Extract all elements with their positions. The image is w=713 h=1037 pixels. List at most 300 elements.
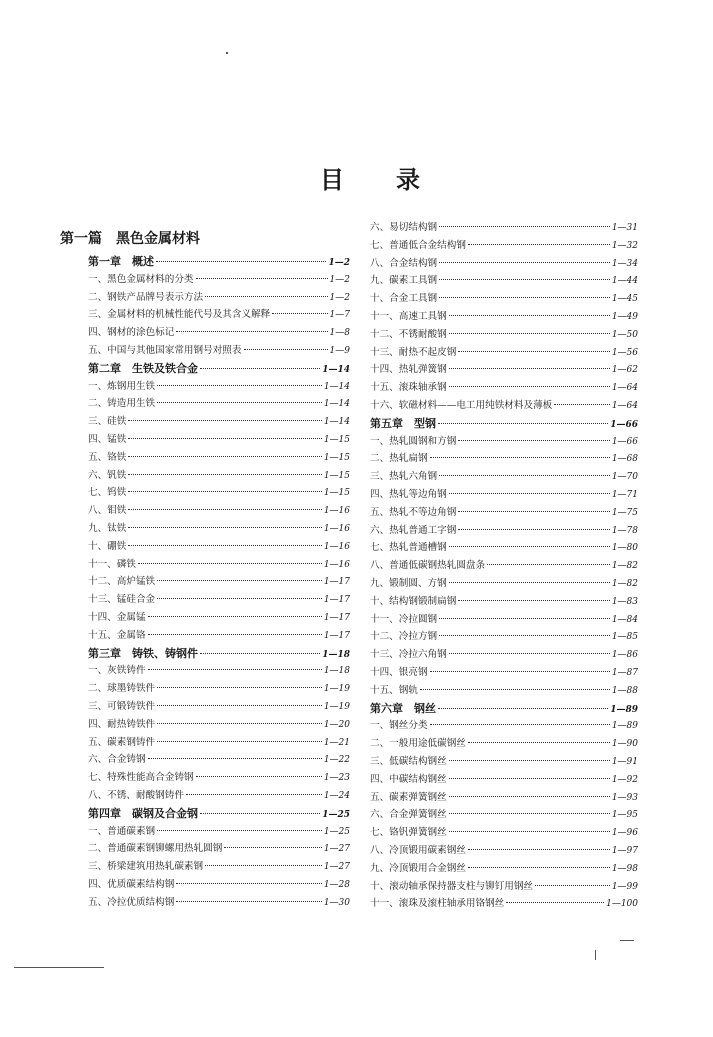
toc-leader-dots <box>458 440 609 441</box>
toc-section-entry <box>88 665 350 677</box>
toc-section-entry <box>88 754 350 766</box>
toc-section-entry <box>370 436 638 448</box>
toc-page-number: 1—87 <box>611 668 638 678</box>
toc-entry-label: 七、铬钒弹簧钢丝 <box>370 827 447 839</box>
toc-page-number: 1—70 <box>611 472 638 483</box>
toc-section-entry <box>370 507 638 519</box>
toc-leader-dots <box>439 618 610 619</box>
toc-entry-label: 九、钛铁 <box>88 523 127 534</box>
toc-page-number: 1—15 <box>323 435 350 445</box>
toc-section-entry <box>88 879 350 891</box>
toc-page-number: 1—17 <box>323 595 350 606</box>
toc-entry-label: 二、普通碳素钢铆螺用热轧圆钢 <box>88 843 223 855</box>
toc-section-entry <box>88 416 350 428</box>
toc-leader-dots <box>449 493 610 494</box>
toc-page-number: 1—62 <box>611 365 638 376</box>
toc-section-entry <box>88 737 350 749</box>
toc-page-number: 1—99 <box>611 881 638 892</box>
toc-entry-label: 六、易切结构钢 <box>370 222 438 233</box>
toc-leader-dots <box>535 885 610 886</box>
toc-page-number: 1—50 <box>611 329 638 340</box>
toc-section-entry <box>370 649 638 661</box>
toc-entry-label: 十六、软磁材料——电工用纯铁材料及薄板 <box>370 400 553 411</box>
toc-page-number: 1—34 <box>611 258 638 269</box>
toc-section-entry <box>88 861 350 873</box>
toc-page-number: 1—82 <box>611 579 638 589</box>
toc-leader-dots <box>205 865 322 866</box>
toc-page-number: 1—8 <box>329 328 350 339</box>
toc-section-entry <box>88 772 350 784</box>
toc-entry-label: 三、硅铁 <box>88 416 127 428</box>
toc-page-number: 1—31 <box>611 223 638 233</box>
toc-entry-label: 十五、滚珠轴承钢 <box>370 382 447 394</box>
toc-leader-dots <box>200 813 320 814</box>
toc-leader-dots <box>176 901 321 902</box>
toc-page-number: 1—91 <box>611 757 638 767</box>
toc-leader-dots <box>244 349 328 350</box>
toc-page-number: 1—85 <box>611 632 638 643</box>
toc-entry-label: 五、铬铁 <box>88 451 127 463</box>
toc-section-entry <box>370 863 638 875</box>
toc-page-number: 1—16 <box>323 506 350 517</box>
toc-entry-label: 十一、滚珠及滚柱轴承用铬钢丝 <box>370 898 505 910</box>
toc-section-entry <box>88 719 350 731</box>
toc-entry-label: 二、铸造用生铁 <box>88 398 156 410</box>
toc-leader-dots <box>157 687 322 688</box>
toc-page-number: 1—2 <box>329 274 350 285</box>
toc-page-number: 1—93 <box>611 792 638 803</box>
toc-leader-dots <box>438 423 608 424</box>
toc-entry-label: 八、钼铁 <box>88 505 127 517</box>
toc-leader-dots <box>438 708 608 709</box>
toc-leader-dots <box>449 831 610 832</box>
toc-entry-label: 五、中国与其他国家常用钢号对照表 <box>88 345 242 356</box>
toc-chapter-entry <box>88 808 350 821</box>
toc-leader-dots <box>487 564 610 565</box>
toc-page-number: 1—14 <box>323 381 350 392</box>
toc-page-number: 1—17 <box>323 577 350 588</box>
toc-entry-label: 七、普通低合金结构钢 <box>370 239 466 251</box>
toc-section-entry <box>370 614 638 626</box>
toc-entry-label: 十一、高速工具钢 <box>370 311 447 322</box>
toc-page-number: 1—45 <box>611 294 638 305</box>
toc-page-number: 1—27 <box>323 844 350 855</box>
toc-section-entry <box>370 578 638 590</box>
toc-section-entry <box>88 576 350 588</box>
toc-entry-label: 十五、钢轨 <box>370 684 418 696</box>
toc-page-number: 1—19 <box>323 702 350 712</box>
toc-entry-label: 十二、高炉锰铁 <box>88 576 156 588</box>
toc-entry-label: 八、不锈、耐酸钢铸件 <box>88 790 184 801</box>
toc-entry-label: 四、钢材的涂色标记 <box>88 327 175 339</box>
toc-section-entry <box>370 845 638 857</box>
toc-section-entry <box>88 683 350 695</box>
toc-leader-dots <box>506 902 604 903</box>
toc-page-number: 1—95 <box>611 810 638 821</box>
toc-leader-dots <box>128 474 321 475</box>
toc-section-entry <box>370 720 638 732</box>
toc-page-number: 1—49 <box>611 312 638 322</box>
toc-section-entry <box>370 275 638 287</box>
toc-section-entry <box>370 809 638 821</box>
toc-section-entry <box>88 434 350 446</box>
toc-page-number: 1—19 <box>323 684 350 695</box>
toc-entry-label: 三、桥梁建筑用热轧碳素钢 <box>88 861 204 873</box>
toc-page-number: 1—82 <box>611 561 638 572</box>
toc-section-entry <box>88 523 350 535</box>
toc-entry-label: 十一、磷铁 <box>88 558 136 570</box>
scan-mark <box>226 52 228 54</box>
toc-entry-label: 第三章 铸铁、铸钢件 <box>88 646 198 660</box>
toc-leader-dots <box>200 653 320 654</box>
toc-page-number: 1—75 <box>611 507 638 518</box>
toc-section-entry <box>370 685 638 697</box>
toc-leader-dots <box>439 279 610 280</box>
toc-leader-dots <box>200 368 320 369</box>
toc-section-entry <box>370 382 638 394</box>
toc-page-number: 1—90 <box>611 739 638 750</box>
toc-page-number: 1—25 <box>322 809 350 820</box>
toc-page-number: 1—66 <box>611 436 638 447</box>
toc-page-number: 1—97 <box>611 846 638 856</box>
toc-leader-dots <box>439 475 610 476</box>
toc-section-entry <box>88 398 350 410</box>
toc-page-number: 1—15 <box>323 470 350 481</box>
toc-leader-dots <box>128 456 321 457</box>
toc-page-number: 1—56 <box>611 347 638 358</box>
toc-entry-label: 十三、耐热不起皮钢 <box>370 346 457 358</box>
toc-entry-label: 五、碳素弹簧钢丝 <box>370 791 447 803</box>
toc-leader-dots <box>439 635 610 636</box>
toc-chapter-entry <box>88 256 350 269</box>
toc-entry-label: 十二、不锈耐酸钢 <box>370 328 447 340</box>
toc-entry-label: 十、硼铁 <box>88 540 127 552</box>
toc-entry-label: 二、热轧扁钢 <box>370 453 428 465</box>
toc-entry-label: 六、热轧普通工字钢 <box>370 524 457 536</box>
toc-page-number: 1—16 <box>323 541 350 552</box>
toc-section-entry <box>370 560 638 572</box>
toc-leader-dots <box>449 778 610 779</box>
toc-section-entry <box>370 453 638 465</box>
toc-leader-dots <box>468 867 610 868</box>
toc-chapter-entry <box>88 648 350 661</box>
toc-leader-dots <box>128 527 321 528</box>
toc-section-entry <box>88 470 350 482</box>
toc-entry-label: 四、热轧等边角钢 <box>370 489 447 500</box>
toc-page-number: 1—88 <box>611 685 638 696</box>
toc-entry-label: 六、合金铸钢 <box>88 754 146 766</box>
toc-page-number: 1—100 <box>606 899 638 910</box>
toc-section-entry <box>88 541 350 553</box>
toc-page-number: 1—27 <box>323 862 350 873</box>
toc-leader-dots <box>128 545 321 546</box>
toc-page-number: 1—20 <box>323 719 350 730</box>
toc-entry-label: 一、黑色金属材料的分类 <box>88 273 194 285</box>
toc-page-number: 1—68 <box>611 454 638 465</box>
toc-page-number: 1—7 <box>329 310 350 321</box>
toc-page-number: 1—71 <box>611 490 638 500</box>
toc-leader-dots <box>449 315 610 316</box>
scan-mark <box>620 940 634 941</box>
toc-section-entry <box>370 364 638 376</box>
toc-page-number: 1—96 <box>611 828 638 839</box>
toc-leader-dots <box>128 420 321 421</box>
toc-section-entry <box>88 345 350 357</box>
toc-section-entry <box>370 400 638 412</box>
toc-entry-label: 七、钨铁 <box>88 487 127 499</box>
toc-leader-dots <box>157 705 322 706</box>
toc-leader-dots <box>157 402 322 403</box>
toc-leader-dots <box>468 244 610 245</box>
toc-leader-dots <box>458 529 609 530</box>
toc-leader-dots <box>157 385 322 386</box>
toc-page-number: 1—28 <box>323 880 350 890</box>
toc-leader-dots <box>430 457 610 458</box>
toc-section-entry <box>88 559 350 571</box>
toc-page-number: 1—80 <box>611 543 638 554</box>
toc-section-entry <box>370 774 638 786</box>
toc-page-number: 1—64 <box>611 383 638 394</box>
toc-entry-label: 六、合金弹簧钢丝 <box>370 809 447 821</box>
toc-leader-dots <box>468 742 610 743</box>
toc-leader-dots <box>449 653 610 654</box>
toc-section-entry <box>370 898 638 910</box>
toc-entry-label: 四、中碳结构钢丝 <box>370 773 447 785</box>
toc-section-entry <box>370 258 638 270</box>
toc-entry-label: 四、耐热铸铁件 <box>88 718 156 730</box>
toc-section-entry <box>88 612 350 624</box>
toc-entry-label: 二、钢铁产品牌号表示方法 <box>88 291 204 303</box>
toc-page-number: 1—22 <box>323 755 350 766</box>
toc-section-entry <box>88 505 350 517</box>
toc-section-entry <box>370 471 638 483</box>
toc-entry-label: 五、热轧不等边角钢 <box>370 506 457 518</box>
toc-page-number: 1—14 <box>323 417 350 428</box>
toc-entry-label: 十二、冷拉方钢 <box>370 631 438 643</box>
toc-entry-label: 四、锰铁 <box>88 434 127 445</box>
toc-section-entry <box>370 631 638 643</box>
toc-leader-dots <box>148 758 322 759</box>
toc-entry-label: 二、一般用途低碳钢丝 <box>370 738 466 750</box>
toc-entry-label: 一、热轧圆钢和方钢 <box>370 435 457 447</box>
toc-page-number: 1—18 <box>322 649 350 660</box>
toc-page-number: 1—21 <box>323 737 350 748</box>
toc-entry-label: 三、低碳结构钢丝 <box>370 756 447 767</box>
toc-leader-dots <box>128 509 321 510</box>
toc-page-number: 1—66 <box>610 419 638 430</box>
toc-leader-dots <box>449 813 610 814</box>
toc-section-entry <box>88 309 350 321</box>
toc-section-entry <box>88 292 350 304</box>
toc-section-entry <box>370 738 638 750</box>
toc-leader-dots <box>449 333 610 334</box>
toc-page-number: 1—83 <box>611 596 638 607</box>
toc-entry-label: 四、优质碳素结构钢 <box>88 879 175 890</box>
toc-leader-dots <box>449 546 610 547</box>
toc-page-number: 1—17 <box>323 613 350 623</box>
toc-page-number: 1—64 <box>611 401 638 411</box>
toc-entry-label: 八、冷顶锻用碳素钢丝 <box>370 845 466 856</box>
toc-leader-dots <box>157 598 322 599</box>
toc-page-number: 1—25 <box>323 826 350 837</box>
toc-section-entry <box>370 347 638 359</box>
toc-page-number: 1—2 <box>328 258 350 268</box>
toc-section-entry <box>88 701 350 713</box>
toc-section-entry <box>370 240 638 252</box>
toc-page-number: 1—15 <box>323 488 350 499</box>
toc-page-number: 1—32 <box>611 240 638 251</box>
toc-entry-label: 五、冷拉优质结构钢 <box>88 896 175 908</box>
toc-section-entry <box>370 542 638 554</box>
toc-entry-label: 十五、金属铬 <box>88 629 146 641</box>
toc-entry-label: 十四、热轧弹簧钢 <box>370 364 447 376</box>
toc-section-entry <box>370 756 638 768</box>
toc-page-number: 1—16 <box>323 559 350 570</box>
toc-page-number: 1—2 <box>329 292 350 303</box>
toc-page-number: 1—23 <box>323 773 350 784</box>
toc-entry-label: 第四章 碳钢及合金钢 <box>88 806 198 820</box>
toc-leader-dots <box>430 724 610 725</box>
toc-page-number: 1—30 <box>323 897 350 908</box>
toc-section-entry <box>88 274 350 286</box>
page-title <box>320 160 420 195</box>
toc-page-number: 1—14 <box>322 364 350 375</box>
toc-leader-dots <box>449 760 610 761</box>
toc-entry-label: 十、结构钢锻制扁钢 <box>370 595 457 607</box>
toc-leader-dots <box>554 404 610 405</box>
scan-mark <box>14 967 104 968</box>
toc-leader-dots <box>458 511 609 512</box>
toc-chapter-entry <box>370 703 638 716</box>
toc-page-number: 1—78 <box>611 525 638 536</box>
toc-leader-dots <box>148 616 322 617</box>
toc-leader-dots <box>156 261 326 262</box>
toc-page-number: 1—89 <box>610 704 638 715</box>
toc-entry-label: 三、金属材料的机械性能代号及其含义解释 <box>88 309 271 321</box>
toc-leader-dots <box>439 226 610 227</box>
toc-leader-dots <box>449 368 610 369</box>
toc-entry-label: 五、碳素钢铸件 <box>88 736 156 748</box>
toc-section-entry <box>88 790 350 802</box>
toc-leader-dots <box>458 600 609 601</box>
toc-section-entry <box>88 594 350 606</box>
toc-leader-dots <box>272 313 327 314</box>
toc-leader-dots <box>449 582 610 583</box>
toc-page-number: 1—92 <box>611 774 638 785</box>
toc-entry-label: 十四、金属锰 <box>88 612 146 623</box>
toc-page-number: 1—98 <box>611 863 638 874</box>
toc-section-entry <box>88 843 350 855</box>
toc-entry-label: 第五章 型钢 <box>370 416 436 430</box>
toc-leader-dots <box>148 669 322 670</box>
toc-entry-label: 第一章 概述 <box>88 255 154 268</box>
toc-leader-dots <box>224 847 322 848</box>
toc-leader-dots <box>176 883 321 884</box>
toc-section-entry <box>88 452 350 464</box>
toc-section-entry <box>370 222 638 234</box>
toc-page-number: 1—14 <box>323 399 350 410</box>
toc-entry-label: 一、灰铁铸件 <box>88 665 146 677</box>
toc-section-entry <box>88 487 350 499</box>
toc-section-entry <box>88 630 350 642</box>
toc-leader-dots <box>128 491 321 492</box>
toc-entry-label: 一、钢丝分类 <box>370 720 428 732</box>
toc-leader-dots <box>176 331 327 332</box>
toc-page-number: 1—84 <box>611 614 638 625</box>
toc-section-entry <box>370 525 638 537</box>
part-heading: 第一篇 黑色金属材料 <box>60 231 200 247</box>
toc-entry-label: 九、冷顶锻用合金钢丝 <box>370 862 466 874</box>
toc-section-entry <box>370 667 638 679</box>
toc-chapter-entry <box>88 363 350 376</box>
toc-entry-label: 六、钒铁 <box>88 469 127 481</box>
toc-entry-label: 十、滚动轴承保持器支柱与铆钉用钢丝 <box>370 880 534 892</box>
toc-page-number: 1—44 <box>611 276 638 287</box>
toc-leader-dots <box>196 776 322 777</box>
toc-section-entry <box>370 311 638 323</box>
toc-leader-dots <box>439 262 610 263</box>
toc-entry-label: 十三、冷拉六角钢 <box>370 649 447 661</box>
toc-section-entry <box>370 792 638 804</box>
toc-leader-dots <box>186 794 322 795</box>
toc-entry-label: 一、普通碳素钢 <box>88 825 156 837</box>
title-char-1: 目 <box>320 165 344 194</box>
toc-entry-label: 七、热轧普通槽钢 <box>370 542 447 554</box>
title-char-2: 录 <box>396 165 420 194</box>
toc-entry-label: 十三、锰硅合金 <box>88 594 156 606</box>
toc-page-number: 1—18 <box>323 666 350 677</box>
toc-entry-label: 八、普通低碳钢热轧圆盘条 <box>370 560 486 572</box>
toc-chapter-entry <box>370 418 638 431</box>
toc-page-number: 1—15 <box>323 452 350 463</box>
toc-leader-dots <box>420 689 610 690</box>
toc-leader-dots <box>468 849 610 850</box>
toc-leader-dots <box>157 741 322 742</box>
toc-page-number: 1—86 <box>611 650 638 661</box>
toc-leader-dots <box>458 351 609 352</box>
toc-page-number: 1—9 <box>329 346 350 356</box>
toc-leader-dots <box>157 580 322 581</box>
toc-section-entry <box>370 329 638 341</box>
toc-entry-label: 九、锻制圆、方钢 <box>370 578 447 589</box>
toc-section-entry <box>88 897 350 909</box>
toc-leader-dots <box>157 723 322 724</box>
toc-entry-label: 十一、冷拉圆钢 <box>370 613 438 625</box>
toc-page-number: 1—17 <box>323 630 350 641</box>
toc-section-entry <box>370 293 638 305</box>
toc-section-entry <box>370 827 638 839</box>
toc-section-entry <box>88 826 350 838</box>
toc-leader-dots <box>196 278 328 279</box>
toc-leader-dots <box>128 438 321 439</box>
toc-page-number: 1—16 <box>323 524 350 534</box>
toc-entry-label: 三、可锻铸铁件 <box>88 701 156 712</box>
toc-section-entry <box>88 327 350 339</box>
toc-section-entry <box>370 489 638 501</box>
toc-leader-dots <box>138 563 322 564</box>
toc-entry-label: 三、热轧六角钢 <box>370 471 438 483</box>
toc-leader-dots <box>430 671 610 672</box>
toc-entry-label: 第六章 钢丝 <box>370 701 436 715</box>
toc-leader-dots <box>439 297 610 298</box>
toc-entry-label: 十四、银亮钢 <box>370 667 428 678</box>
toc-page-number: 1—89 <box>611 721 638 732</box>
toc-entry-label: 八、合金结构钢 <box>370 257 438 269</box>
toc-section-entry <box>370 881 638 893</box>
toc-entry-label: 二、球墨铸铁件 <box>88 683 156 695</box>
toc-section-entry <box>88 381 350 393</box>
toc-leader-dots <box>449 386 610 387</box>
